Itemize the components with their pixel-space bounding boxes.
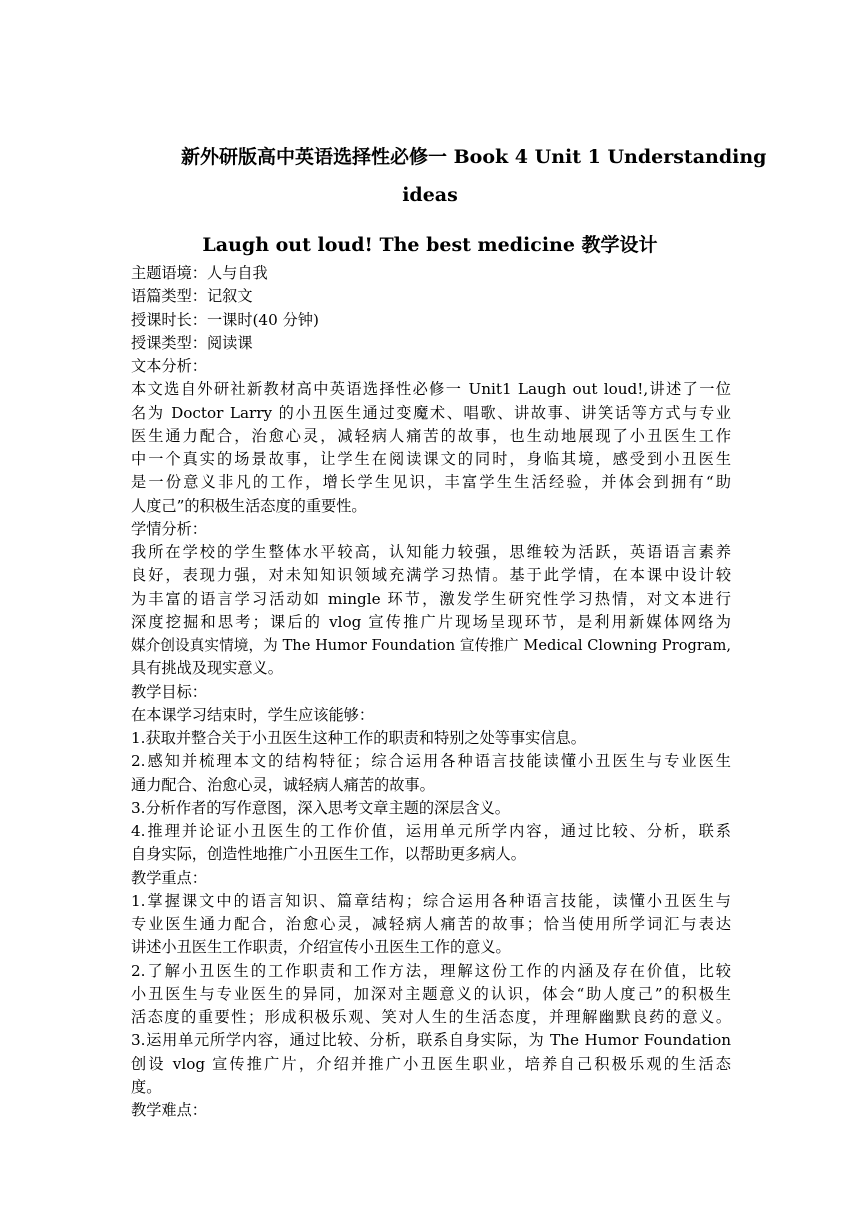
body-line: 2.了解小丑医生的工作职责和工作方法，理解这份工作的内涵及存在价值，比较 xyxy=(131,961,731,980)
body-line: 学情分析： xyxy=(131,519,207,538)
body-line: 1.掌握课文中的语言知识、篇章结构；综合运用各种语言技能，读懂小丑医生与 xyxy=(131,891,731,910)
document-body xyxy=(131,262,731,1122)
body-line: 是一份意义非凡的工作，增长学生见识，丰富学生生活经验，并体会到拥有“助 xyxy=(131,473,731,492)
body-line: 深度挖掘和思考；课后的 vlog 宣传推广片现场呈现环节，是利用新媒体网络为 xyxy=(131,612,731,631)
body-line: 3.分析作者的写作意图，深入思考文章主题的深层含义。 xyxy=(131,798,510,817)
body-line: 名为 Doctor Larry 的小丑医生通过变魔术、唱歌、讲故事、讲笑话等方式与专业 xyxy=(131,403,731,422)
body-line: 良好，表现力强，对未知知识领域充满学习热情。基于此学情，在本课中设计较 xyxy=(131,566,731,585)
body-line: 在本课学习结束时，学生应该能够： xyxy=(131,705,374,724)
body-line: 中一个真实的场景故事，让学生在阅读课文的同时，身临其境，感受到小丑医生 xyxy=(131,450,731,468)
body-line: 3.运用单元所学内容，通过比较、分析，联系自身实际，为 The Humor Foundation xyxy=(131,1031,731,1050)
body-line: 我所在学校的学生整体水平较高，认知能力较强，思维较为活跃，英语语言素养 xyxy=(131,543,731,561)
body-line: 授课时长：一课时(40 分钟) xyxy=(131,310,319,329)
body-line: 讲述小丑医生工作职责，介绍宣传小丑医生工作的意义。 xyxy=(131,938,511,957)
body-line: 度。 xyxy=(131,1077,162,1096)
body-line: 创设 vlog 宣传推广片，介绍并推广小丑医生职业，培养自己积极乐观的生活态 xyxy=(131,1054,731,1073)
body-line: 活态度的重要性；形成积极乐观、笑对人生的生活态度，并理解幽默良药的意义。 xyxy=(131,1008,731,1026)
body-line: 授课类型：阅读课 xyxy=(131,333,253,352)
document-subtitle: Laugh out loud! The best medicine 教学设计 xyxy=(202,234,658,256)
body-line: 专业医生通力配合，治愈心灵，减轻病人痛苦的故事；恰当使用所学词汇与表达 xyxy=(131,915,731,933)
body-line: 小丑医生与专业医生的异同，加深对主题意义的认识，体会“助人度己”的积极生 xyxy=(131,984,731,1003)
body-line: 通力配合、治愈心灵，诚轻病人痛苦的故事。 xyxy=(131,775,435,794)
body-line: 4.推理并论证小丑医生的工作价值，运用单元所学内容，通过比较、分析，联系 xyxy=(131,822,731,840)
document-title-line-2: ideas xyxy=(402,184,458,206)
body-line: 文本分析： xyxy=(131,357,207,375)
body-line: 本文选自外研社新教材高中英语选择性必修一 Unit1 Laugh out loud!,讲述了一位 xyxy=(131,380,731,399)
body-line: 医生通力配合，治愈心灵，减轻病人痛苦的故事，也生动地展现了小丑医生工作 xyxy=(131,426,731,445)
body-line: 媒介创设真实情境，为 The Humor Foundation 宣传推广 Medical Clowning Program, xyxy=(131,637,731,654)
body-line: 教学难点： xyxy=(131,1101,207,1119)
body-line: 人度己”的积极生活态度的重要性。 xyxy=(131,496,367,515)
body-line: 教学目标： xyxy=(131,682,207,701)
body-line: 为丰富的语言学习活动如 mingle 环节，激发学生研究性学习热情，对文本进行 xyxy=(131,589,731,608)
body-line: 2.感知并梳理本文的结构特征；综合运用各种语言技能读懂小丑医生与专业医生 xyxy=(131,752,731,771)
body-line: 语篇类型：记叙文 xyxy=(131,287,253,306)
body-line: 1.获取并整合关于小丑医生这种工作的职责和特别之处等事实信息。 xyxy=(131,729,586,747)
document-title-line-1: 新外研版高中英语选择性必修一 Book 4 Unit 1 Understanding xyxy=(181,146,767,168)
body-line: 具有挑战及现实意义。 xyxy=(131,659,283,678)
body-line: 主题语境：人与自我 xyxy=(131,264,268,282)
body-line: 教学重点： xyxy=(131,868,207,887)
body-line: 自身实际，创造性地推广小丑医生工作，以帮助更多病人。 xyxy=(131,845,526,864)
